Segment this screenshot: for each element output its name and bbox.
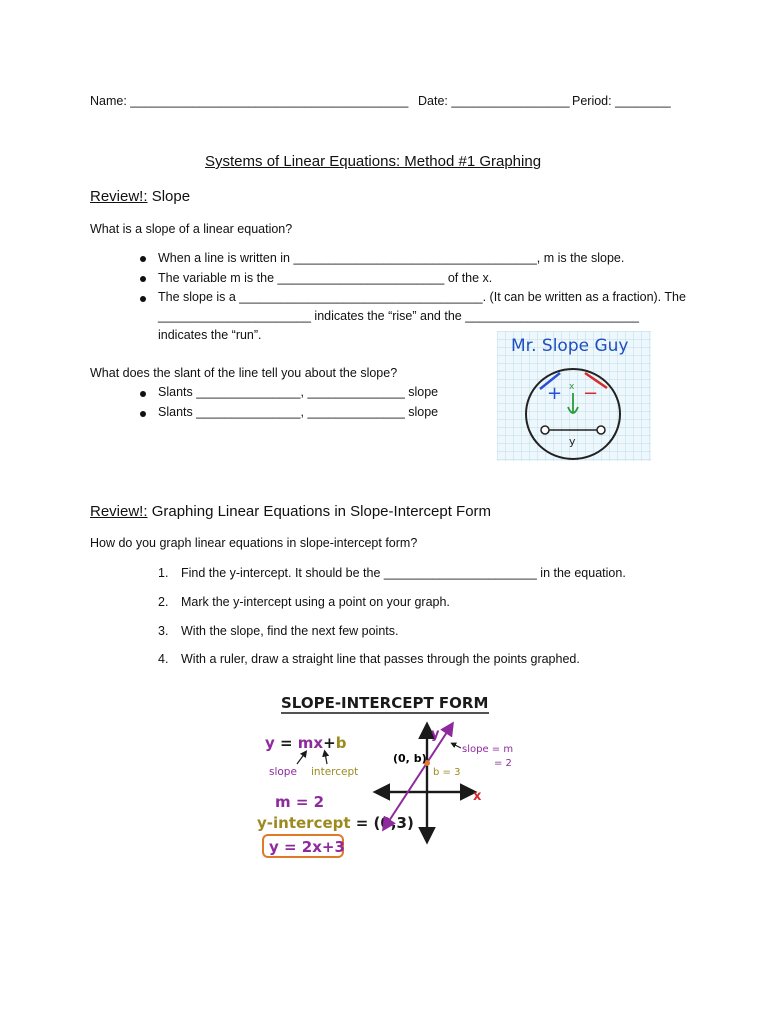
minus-eye: − <box>583 383 599 404</box>
step-text: Find the y-intercept. It should be the ______________________ in the equation. <box>181 566 626 580</box>
step-number: 1. <box>158 566 169 580</box>
slope-guy-title: Mr. Slope Guy <box>511 336 629 356</box>
axis-x-label: x <box>473 789 482 804</box>
mouth-left-dot <box>541 426 549 434</box>
slope-question: What is a slope of a linear equation? <box>90 222 293 236</box>
bullet-dot <box>140 256 146 262</box>
bullet-dot <box>140 296 146 302</box>
eq-b: b <box>335 734 347 752</box>
bullet-item: When a line is written in ___________________________________, m is the slope. <box>158 251 625 265</box>
heading-text: Graphing Linear Equations in Slope-Intercept Form <box>147 503 492 520</box>
intercept-pointer <box>325 753 327 764</box>
section-heading-slope <box>90 188 190 205</box>
y-intercept-line <box>257 814 414 832</box>
step-number: 3. <box>158 624 169 638</box>
slope-intercept-drawing <box>255 688 515 864</box>
b-equals: b = 3 <box>433 767 461 778</box>
section-heading-graphing <box>90 503 491 520</box>
page-title <box>205 153 541 170</box>
slope-equals-2: = 2 <box>494 758 512 769</box>
mr-slope-guy-image <box>497 331 651 461</box>
step-text: With the slope, find the next few points. <box>181 624 399 638</box>
y-intercept-text: y-intercept <box>257 814 351 832</box>
slope-pointer <box>297 753 305 764</box>
eq-equals: = <box>274 734 298 752</box>
eq-mx: mx <box>297 734 324 752</box>
step-number: 2. <box>158 595 169 609</box>
slant-item: Slants _______________, ______________ slope <box>158 405 439 419</box>
step-number: 4. <box>158 652 169 666</box>
review-label: Review!: <box>90 188 148 205</box>
heading-text: Slope <box>147 188 191 205</box>
slope-intercept-illustration <box>255 688 515 864</box>
chin-y: y <box>569 435 576 448</box>
boxed-equation: y = 2x+3 <box>269 838 345 856</box>
slope-equals-m: slope = m <box>462 744 514 755</box>
equation <box>265 734 347 752</box>
slope-guy-drawing <box>497 331 651 461</box>
eq-y: y <box>265 734 275 752</box>
period-field[interactable]: Period: ________ <box>572 94 671 108</box>
slant-item: Slants _______________, ______________ slope <box>158 385 439 399</box>
bullet-item: The slope is a ___________________________________. (It can be written as a fraction). The <box>158 290 686 304</box>
graph-question: How do you graph linear equations in slope-intercept form? <box>90 536 418 550</box>
title-first-letter: S <box>205 153 216 170</box>
step-text: Mark the y-intercept using a point on your graph. <box>181 595 450 609</box>
date-field[interactable]: Date: _________________ <box>418 94 570 108</box>
slant-question: What does the slant of the line tell you about the slope? <box>90 366 398 380</box>
point-label: (0, b) <box>393 752 427 765</box>
nose-x: x <box>569 382 575 392</box>
m-value: m = 2 <box>275 793 325 811</box>
name-field[interactable]: Name: ________________________________________ <box>90 94 409 108</box>
slope-annotation: slope <box>269 766 297 778</box>
mouth-right-dot <box>597 426 605 434</box>
bullet-item-continued: indicates the “run”. <box>158 328 262 342</box>
bullet-item-continued: ______________________ indicates the “rise” and the _________________________ <box>158 309 639 323</box>
bullet-dot <box>140 391 146 397</box>
review-label: Review!: <box>90 503 148 520</box>
title-rest: ystems of Linear Equations: Method #1 Graphing <box>215 153 542 170</box>
y-intercept-value: = (0,3) <box>350 814 414 832</box>
plus-eye: + <box>547 383 563 404</box>
eq-plus: + <box>323 734 336 752</box>
illustration-title: SLOPE-INTERCEPT FORM <box>281 694 489 712</box>
bullet-dot <box>140 411 146 417</box>
bullet-item: The variable m is the ________________________ of the x. <box>158 271 493 285</box>
step-text: With a ruler, draw a straight line that passes through the points graphed. <box>181 652 580 666</box>
axis-y-label: y <box>431 727 440 742</box>
bullet-dot <box>140 276 146 282</box>
slope-callout-pointer <box>453 744 461 748</box>
intercept-annotation: intercept <box>311 766 359 778</box>
